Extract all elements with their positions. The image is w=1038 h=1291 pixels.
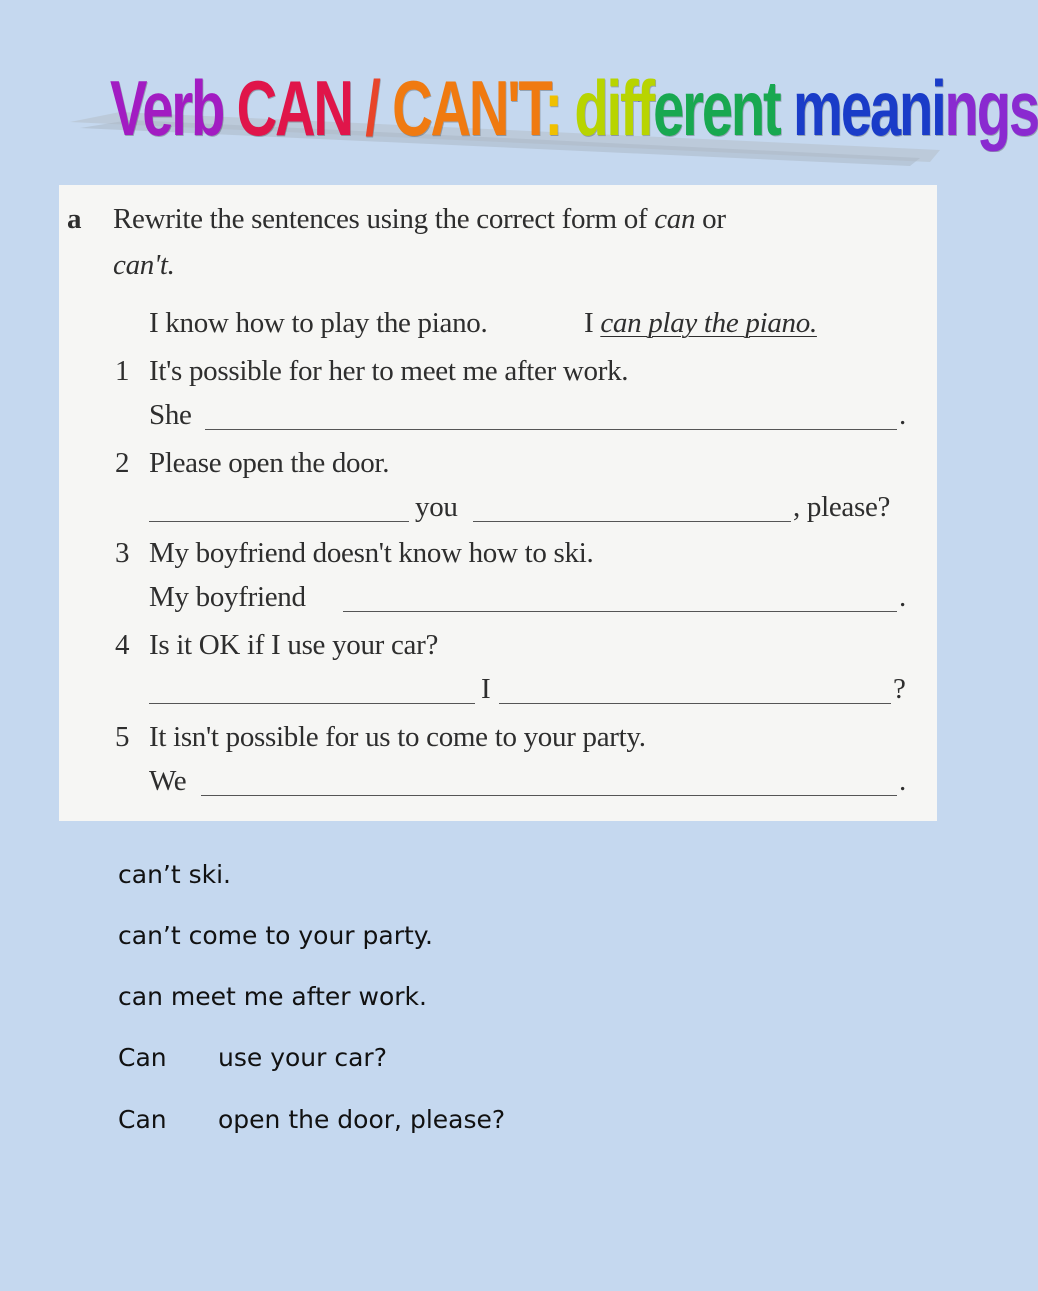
title-segment: :: [544, 64, 575, 152]
instruction-text: Rewrite the sentences using the correct form of: [113, 203, 655, 235]
title-segment: CAN'T: [392, 64, 545, 152]
item-end: , please?: [793, 491, 891, 523]
title-segment: CAN: [236, 64, 352, 152]
title-segment: [780, 64, 793, 152]
answer-text: can meet me after work.: [118, 982, 427, 1011]
item-end: .: [899, 581, 907, 613]
item-number: 4: [115, 629, 130, 661]
item-start: She: [149, 399, 192, 431]
answer-option[interactable]: [118, 1043, 387, 1072]
item-number: 3: [115, 537, 130, 569]
example-answer: can play the piano.: [600, 307, 817, 339]
answer-blank[interactable]: [343, 611, 897, 612]
item-number: 2: [115, 447, 130, 479]
item-end: .: [899, 399, 907, 431]
answer-text-part: Can: [118, 1043, 167, 1072]
example-answer-row: [584, 307, 817, 340]
instruction-line-2: can't.: [113, 249, 175, 281]
item-number: 5: [115, 721, 130, 753]
item-start: We: [149, 765, 187, 797]
answer-option[interactable]: [118, 1105, 505, 1134]
answer-blank[interactable]: [205, 429, 897, 430]
title-segment: meani: [793, 64, 945, 152]
exercise-card: [59, 185, 937, 821]
page-title: [110, 58, 1038, 158]
answer-blank[interactable]: [149, 703, 475, 704]
answer-option[interactable]: [118, 921, 433, 950]
item-end: .: [899, 765, 907, 797]
example-prompt: I know how to play the piano.: [149, 307, 488, 339]
answer-text: can’t come to your party.: [118, 921, 433, 950]
answer-text-part: open the door, please?: [218, 1105, 506, 1134]
item-end: ?: [893, 673, 906, 705]
item-sentence: Is it OK if I use your car?: [149, 629, 439, 661]
title-segment: Verb: [110, 64, 237, 152]
title-segment: ngs: [944, 64, 1038, 152]
answer-blank[interactable]: [499, 703, 891, 704]
item-sentence: Please open the door.: [149, 447, 390, 479]
item-start: My boyfriend: [149, 581, 306, 613]
item-sentence: It's possible for her to meet me after work.: [149, 355, 629, 387]
answer-option[interactable]: [118, 860, 231, 889]
item-sentence: It isn't possible for us to come to your party.: [149, 721, 646, 753]
answer-text-part: use your car?: [218, 1043, 387, 1072]
item-middle: you: [415, 491, 458, 523]
title-segment: erent: [653, 64, 780, 152]
exercise-letter: a: [67, 203, 82, 235]
instruction-can: can: [654, 203, 696, 235]
instruction-line-1: [113, 203, 726, 236]
item-number: 1: [115, 355, 130, 387]
answer-text: can’t ski.: [118, 860, 232, 889]
answer-option[interactable]: [118, 982, 427, 1011]
item-middle: I: [481, 673, 491, 705]
title-area: [60, 50, 1038, 170]
title-segment: /: [351, 64, 393, 152]
example-answer-pre: I: [584, 307, 601, 339]
title-segment: diff: [574, 64, 654, 152]
answer-blank[interactable]: [149, 521, 409, 522]
answer-text-part: Can: [118, 1105, 167, 1134]
item-sentence: My boyfriend doesn't know how to ski.: [149, 537, 594, 569]
answer-blank[interactable]: [201, 795, 897, 796]
instruction-or: or: [695, 203, 726, 235]
answer-blank[interactable]: [473, 521, 791, 522]
